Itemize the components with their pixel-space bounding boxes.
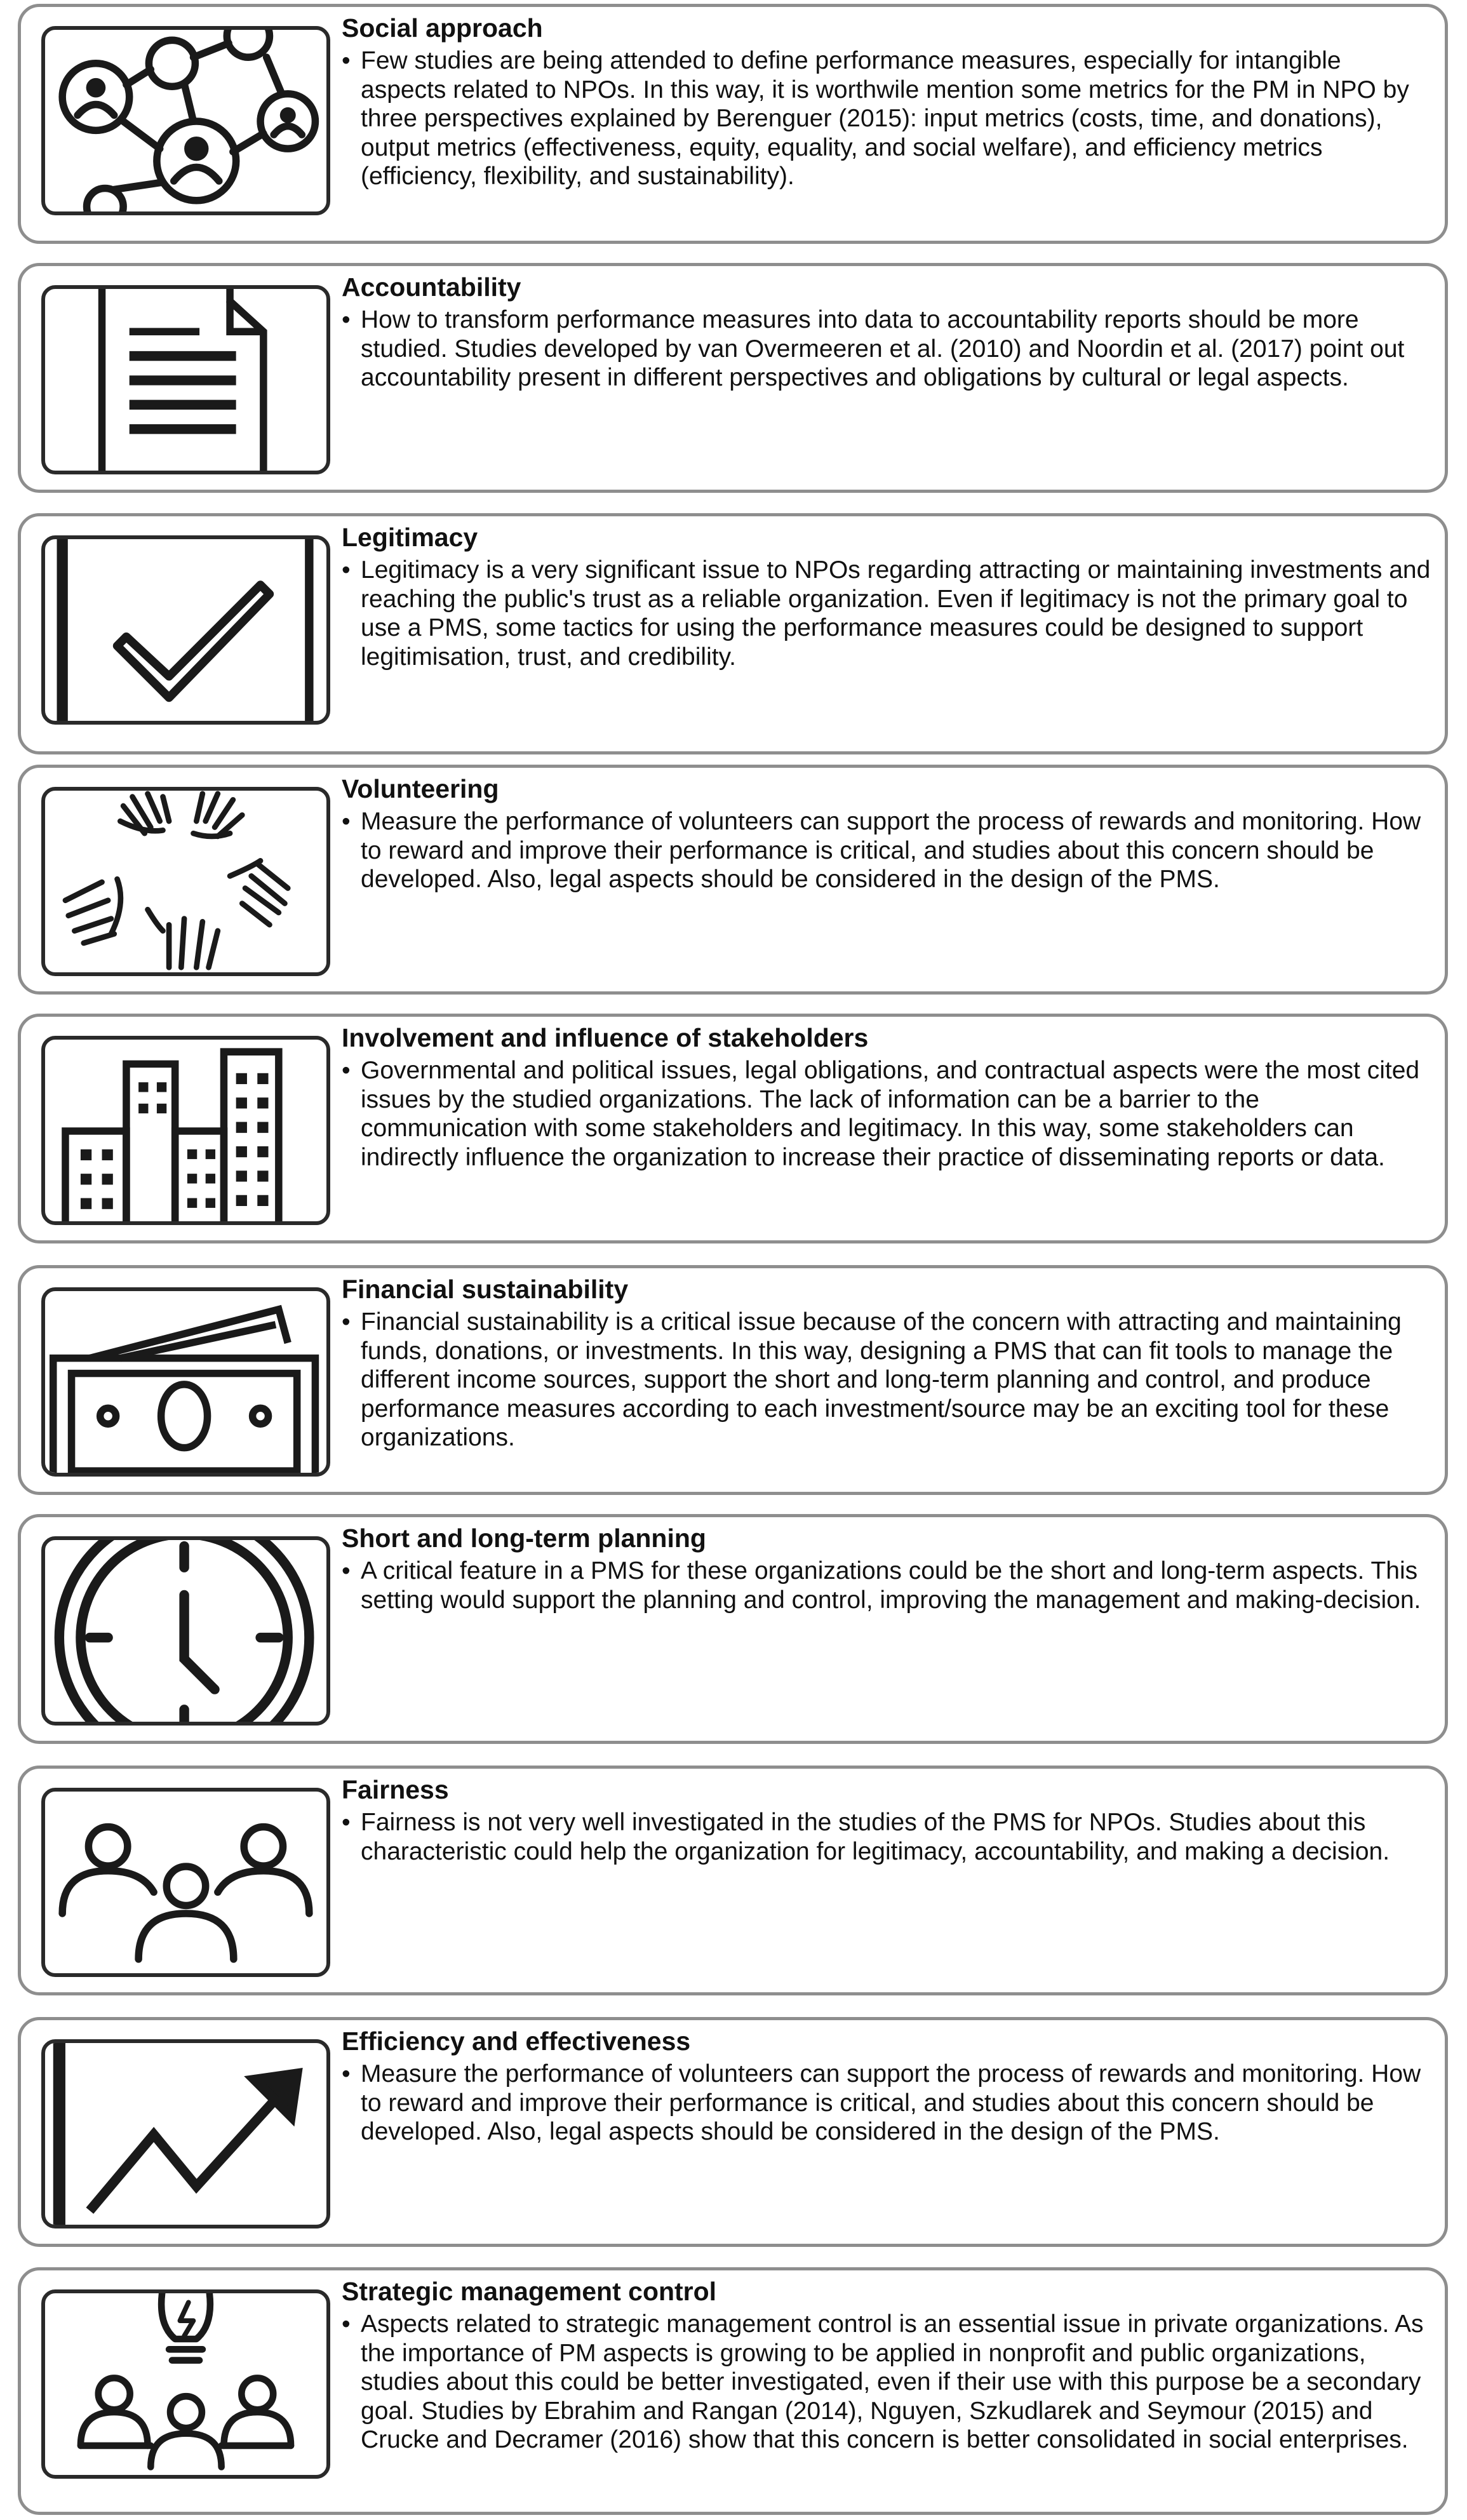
bullet-icon: • xyxy=(342,2310,351,2338)
checkmark-icon xyxy=(41,535,330,725)
section-text: Fairness is not very well investigated in the studies of the PMS for NPOs. Studies about this characteristic could help the organization for legitimacy, accountability, and making a decision. xyxy=(361,1809,1390,1865)
idea-team-icon xyxy=(41,2289,330,2479)
bullet-icon: • xyxy=(342,1057,351,1084)
section-description xyxy=(342,1557,1431,1614)
section-text: Few studies are being attended to define performance measures, especially for intangible aspects related to NPOs. In this way, it is worthwile mention some metrics for the PM in NPO by three perspectives explained by Berenguer (2015): input metrics (costs, time, and donations), output metrics (effectiveness, equity, equality, and social welfare), and efficiency metrics (efficiency, flexibility, and sustainability). xyxy=(361,47,1409,190)
hands-icon xyxy=(41,787,330,976)
section-title: Financial sustainability xyxy=(342,1275,629,1304)
section-text: Measure the performance of volunteers can support the process of rewards and monitoring. How to reward and improve their performance is critical, and studies about this concern should be developed. Also, legal aspects should be considered in the design of the PMS. xyxy=(361,808,1421,893)
section-description xyxy=(342,1808,1431,1866)
section-text: Legitimacy is a very significant issue to NPOs regarding attracting or maintaining investments and reaching the public's trust as a reliable organization. Even if legitimacy is not the primary goal to use a PMS, some tactics for using the performance measures could be designed to support legitimisation, trust, and credibility. xyxy=(361,556,1431,671)
buildings-icon xyxy=(41,1036,330,1225)
section-title: Fairness xyxy=(342,1775,449,1804)
section-title: Accountability xyxy=(342,272,521,302)
section-efficiency xyxy=(18,2017,1448,2247)
section-title: Legitimacy xyxy=(342,523,478,552)
bullet-icon: • xyxy=(342,1809,351,1836)
section-description xyxy=(342,807,1431,894)
section-text: How to transform performance measures into data to accountability reports should be more studied. Studies developed by van Overmeeren et al. (2010) and Noordin et al. (2017) point out accountability present in different perspectives and obligations by cultural or legal aspects. xyxy=(361,306,1405,391)
section-title: Efficiency and effectiveness xyxy=(342,2027,691,2056)
section-title: Short and long-term planning xyxy=(342,1524,706,1553)
section-text: Financial sustainability is a critical issue because of the concern with attracting and maintaining funds, donations, or investments. In this way, designing a PMS that can fit tools to manage the different income sources, support the short and long-term planning and control, and produce performance measures according to each investment/source may be an exciting tool for these organizations. xyxy=(361,1308,1402,1451)
section-description xyxy=(342,46,1431,191)
section-social-approach xyxy=(18,4,1448,244)
people-group-icon xyxy=(41,1788,330,1977)
section-fairness xyxy=(18,1766,1448,1995)
section-strategic-management xyxy=(18,2267,1448,2515)
section-description xyxy=(342,2060,1431,2147)
money-icon xyxy=(41,1287,330,1477)
section-financial-sustainability xyxy=(18,1265,1448,1495)
document-icon xyxy=(41,285,330,474)
section-text: A critical feature in a PMS for these organizations could be the short and long-term aspects. This setting would support the planning and control, improving the management and making-decision. xyxy=(361,1557,1421,1614)
section-description xyxy=(342,1308,1431,1452)
section-text: Aspects related to strategic management control is an essential issue in private organizations. As the importance of PM aspects is growing to be applied in nonprofit and public organizations, studies about this could be better investigated, even if their use with this purpose be a secondary goal. Studies by Ebrahim and Rangan (2014), Nguyen, Szkudlarek and Seymour (2015) and Crucke and Decramer (2016) show that this concern is better consolidated in social enterprises. xyxy=(361,2310,1424,2453)
section-title: Volunteering xyxy=(342,774,499,803)
section-legitimacy xyxy=(18,513,1448,754)
section-stakeholders xyxy=(18,1014,1448,1243)
bullet-icon: • xyxy=(342,1308,351,1336)
growth-arrow-icon xyxy=(41,2039,330,2228)
bullet-icon: • xyxy=(342,556,351,584)
section-title: Involvement and influence of stakeholders xyxy=(342,1023,869,1052)
social-network-icon xyxy=(41,26,330,215)
section-accountability xyxy=(18,263,1448,493)
bullet-icon: • xyxy=(342,2060,351,2088)
section-planning xyxy=(18,1514,1448,1744)
section-title: Social approach xyxy=(342,13,543,43)
section-description xyxy=(342,305,1431,392)
clock-icon xyxy=(41,1536,330,1726)
section-text: Governmental and political issues, legal obligations, and contractual aspects were the most cited issues by the studied organizations. The lack of information can be a barrier to the communication with some stakeholders and legitimacy. In this way, some stakeholders can indirectly influence the organization to increase their practice of disseminating reports or data. xyxy=(361,1057,1420,1171)
section-description xyxy=(342,2310,1431,2455)
section-description xyxy=(342,556,1431,671)
bullet-icon: • xyxy=(342,1557,351,1585)
section-title: Strategic management control xyxy=(342,2277,717,2306)
section-text: Measure the performance of volunteers can support the process of rewards and monitoring. How to reward and improve their performance is critical, and studies about this concern should be developed. Also, legal aspects should be considered in the design of the PMS. xyxy=(361,2060,1421,2145)
section-volunteering xyxy=(18,765,1448,995)
bullet-icon: • xyxy=(342,306,351,333)
bullet-icon: • xyxy=(342,47,351,74)
bullet-icon: • xyxy=(342,808,351,835)
section-description xyxy=(342,1056,1431,1172)
